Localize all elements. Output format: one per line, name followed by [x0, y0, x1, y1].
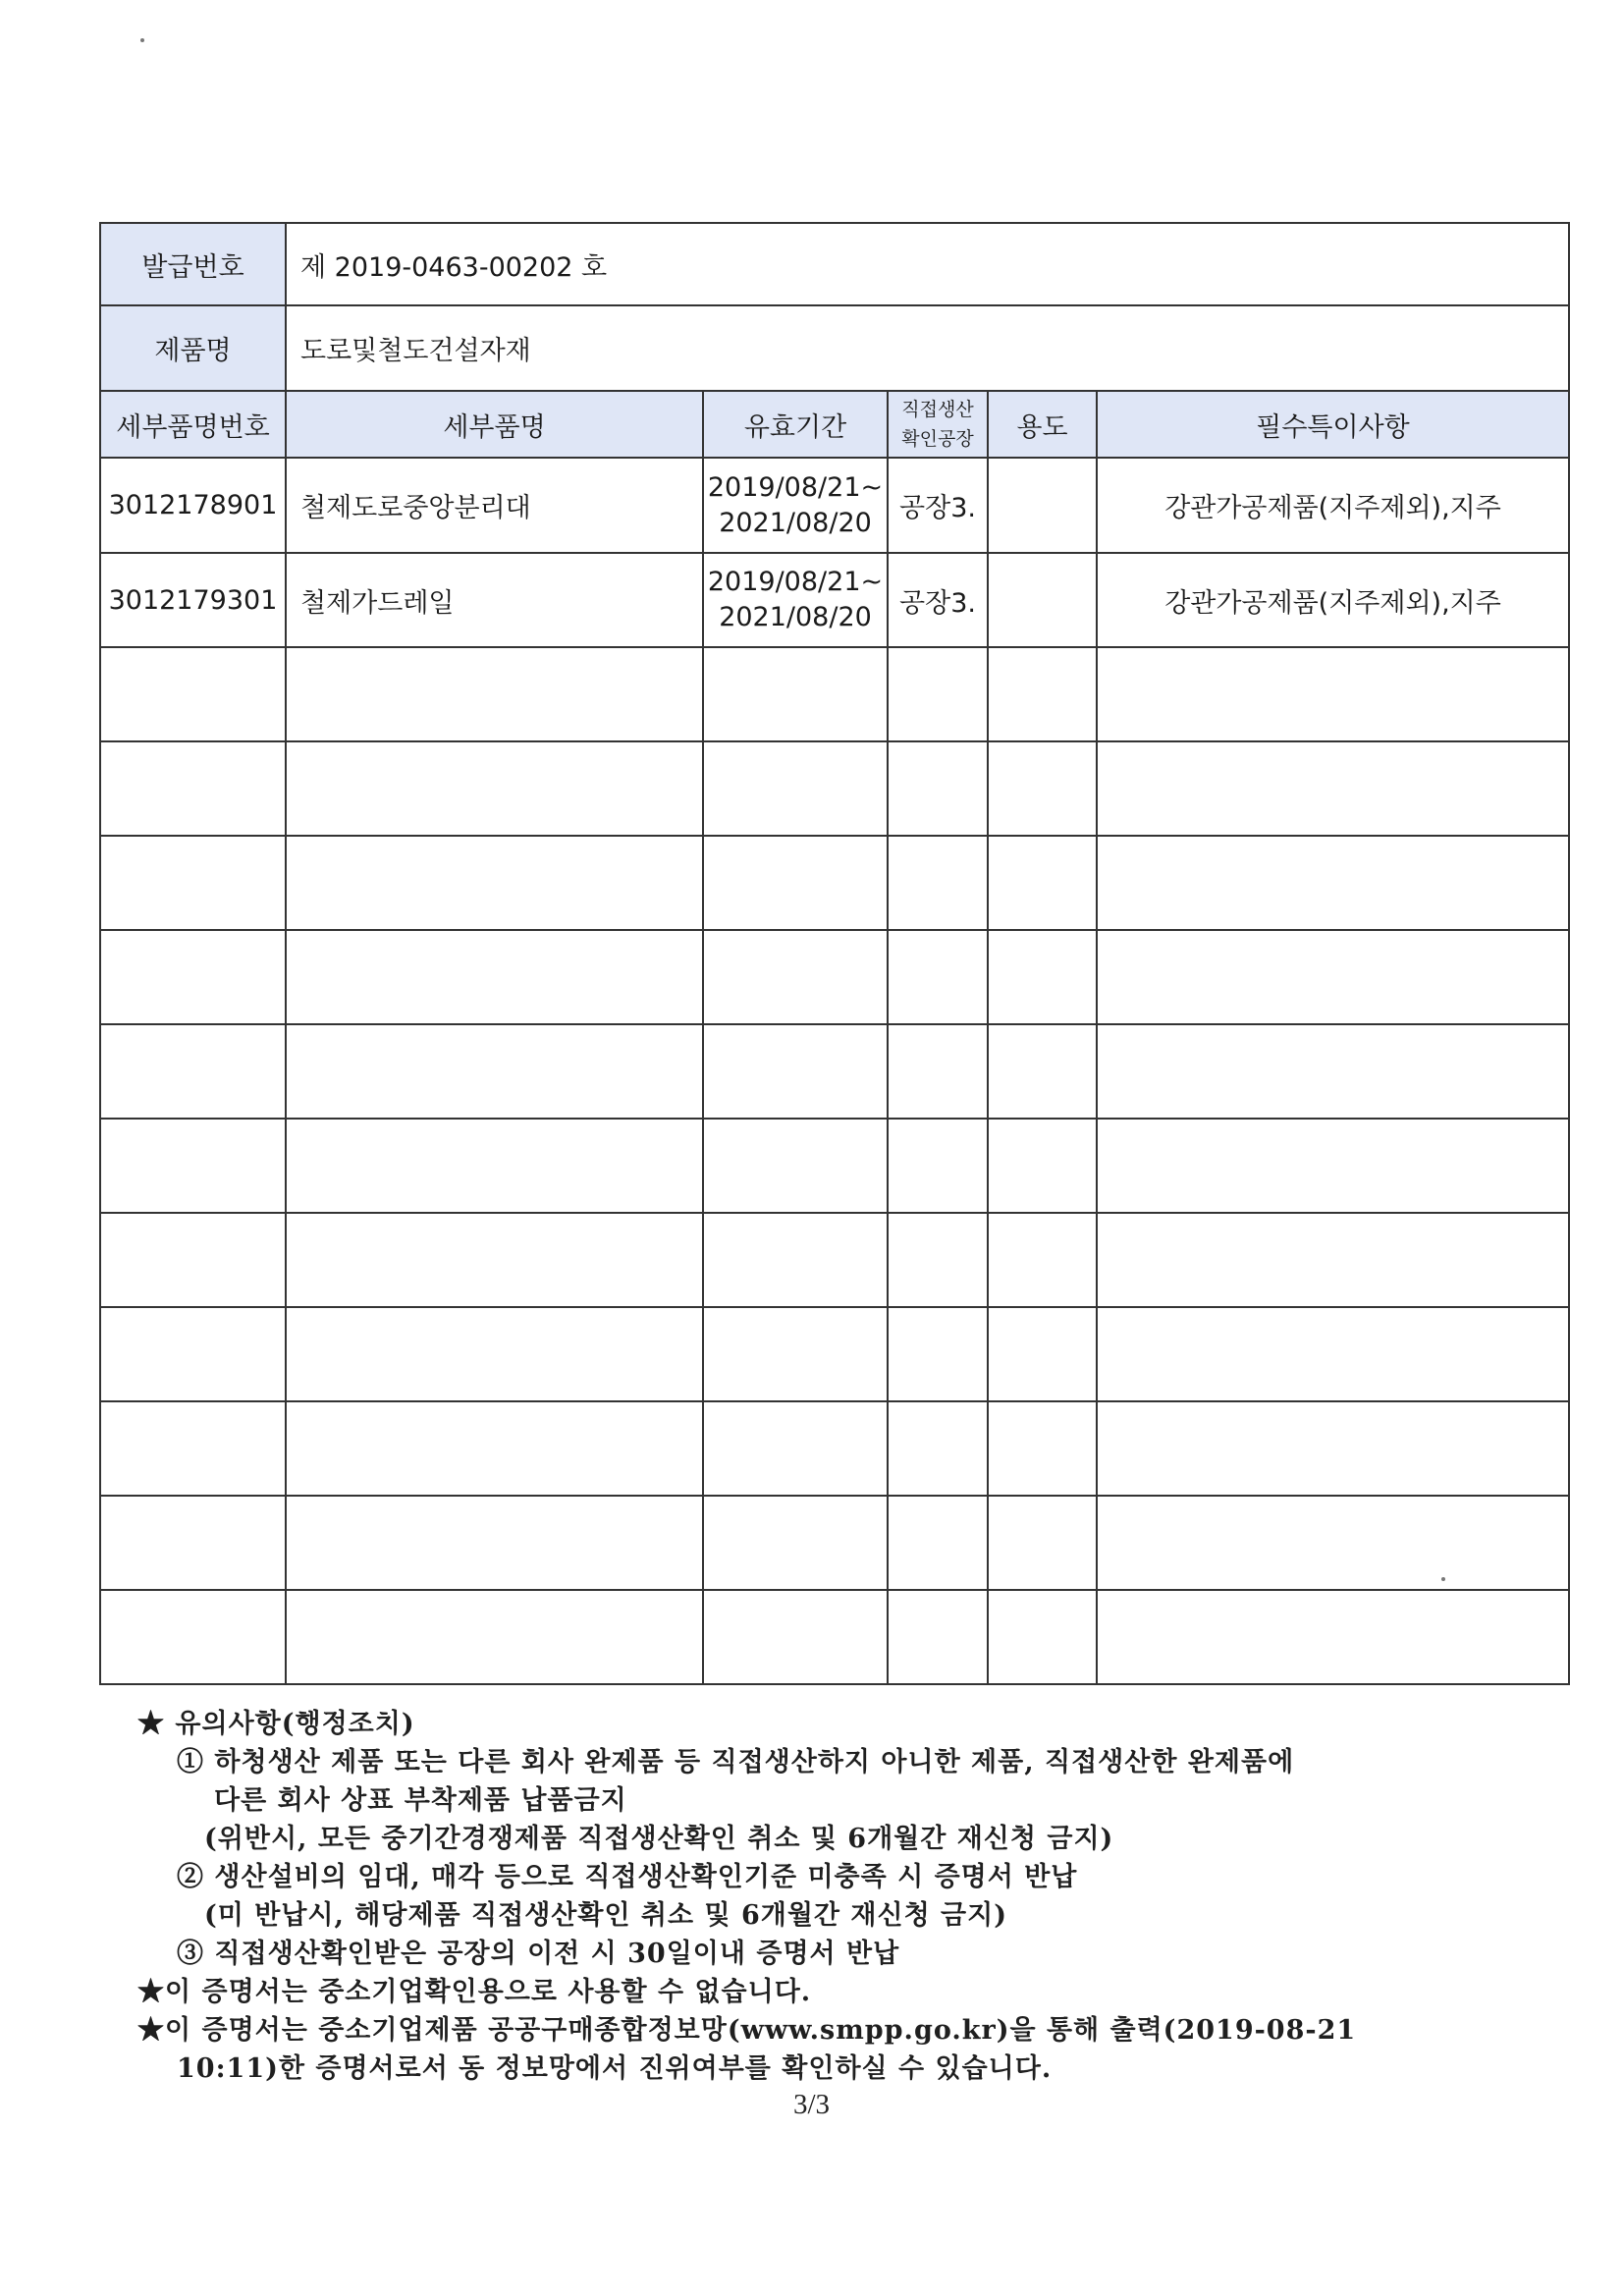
- product-name-value: 도로및철도건설자재: [286, 305, 1569, 391]
- product-name-label: 제품명: [100, 305, 286, 391]
- remarks-cell: 강관가공제품(지주제외),지주: [1097, 458, 1569, 553]
- col-factory: [888, 391, 988, 458]
- scan-speck: [140, 38, 144, 42]
- col-detail-name: 세부품명: [286, 391, 703, 458]
- col-detail-number: 세부품명번호: [100, 391, 286, 458]
- factory-cell: 공장3.: [888, 458, 988, 553]
- empty-row: [100, 836, 1569, 930]
- page-number: 3/3: [792, 2089, 831, 2120]
- issue-number-row: [100, 223, 1569, 305]
- note-verification: ★이 증명서는 중소기업제품 공공구매종합정보망(www.smpp.go.kr)을 통해 출력(2019-08-21: [137, 2015, 1357, 2046]
- empty-row: [100, 1307, 1569, 1401]
- note-item-3: ③ 직접생산확인받은 공장의 이전 시 30일이내 증명서 반납: [177, 1939, 900, 1969]
- issue-number-value: 제 2019-0463-00202 호: [286, 223, 1569, 305]
- product-name-row: [100, 305, 1569, 391]
- empty-row: [100, 741, 1569, 836]
- certificate-table: [99, 222, 1570, 1685]
- col-valid-period: 유효기간: [703, 391, 888, 458]
- col-remarks: 필수특이사항: [1097, 391, 1569, 458]
- empty-row: [100, 930, 1569, 1024]
- period-end: 2021/08/20: [719, 507, 872, 538]
- detail-number-cell: 3012179301: [100, 553, 286, 647]
- empty-row: [100, 1401, 1569, 1496]
- period-start: 2019/08/21~: [707, 471, 884, 503]
- empty-row: [100, 1024, 1569, 1119]
- empty-row: [100, 1119, 1569, 1213]
- empty-row: [100, 1496, 1569, 1590]
- note-item-1-penalty: (위반시, 모든 중기간경쟁제품 직접생산확인 취소 및 6개월간 재신청 금지): [204, 1824, 1114, 1854]
- col-factory-line2: 확인공장: [901, 428, 974, 450]
- empty-row: [100, 647, 1569, 741]
- table-row: [100, 553, 1569, 647]
- empty-row: [100, 1213, 1569, 1307]
- remarks-cell: 강관가공제품(지주제외),지주: [1097, 553, 1569, 647]
- valid-period-cell: [703, 458, 888, 553]
- table-row: [100, 458, 1569, 553]
- note-item-2: ② 생산설비의 임대, 매각 등으로 직접생산확인기준 미충족 시 증명서 반납: [177, 1862, 1078, 1892]
- note-item-2-penalty: (미 반납시, 해당제품 직접생산확인 취소 및 6개월간 재신청 금지): [204, 1900, 1007, 1931]
- issue-number-label: 발급번호: [100, 223, 286, 305]
- note-item-1: ① 하청생산 제품 또는 다른 회사 완제품 등 직접생산하지 아니한 제품, 직접생산한 완제품에: [177, 1747, 1295, 1777]
- note-item-1-cont: 다른 회사 상표 부착제품 납품금지: [214, 1785, 627, 1816]
- period-start: 2019/08/21~: [707, 567, 884, 597]
- note-usage-restriction: ★이 증명서는 중소기업확인용으로 사용할 수 없습니다.: [137, 1977, 812, 2007]
- detail-name-cell: 철제가드레일: [286, 553, 703, 647]
- valid-period-cell: [703, 553, 888, 647]
- detail-name-cell: 철제도로중앙분리대: [286, 458, 703, 553]
- notes-section: [137, 1705, 1551, 2088]
- detail-number-cell: 3012178901: [100, 458, 286, 553]
- col-usage: 용도: [988, 391, 1097, 458]
- note-verification-cont: 10:11)한 증명서로서 동 정보망에서 진위여부를 확인하실 수 있습니다.: [177, 2053, 1053, 2084]
- factory-cell: 공장3.: [888, 553, 988, 647]
- column-header-row: [100, 391, 1569, 458]
- usage-cell: [988, 553, 1097, 647]
- col-factory-line1: 직접생산: [901, 399, 974, 420]
- period-end: 2021/08/20: [719, 602, 872, 632]
- empty-row: [100, 1590, 1569, 1684]
- notes-title: ★ 유의사항(행정조치): [137, 1709, 415, 1739]
- usage-cell: [988, 458, 1097, 553]
